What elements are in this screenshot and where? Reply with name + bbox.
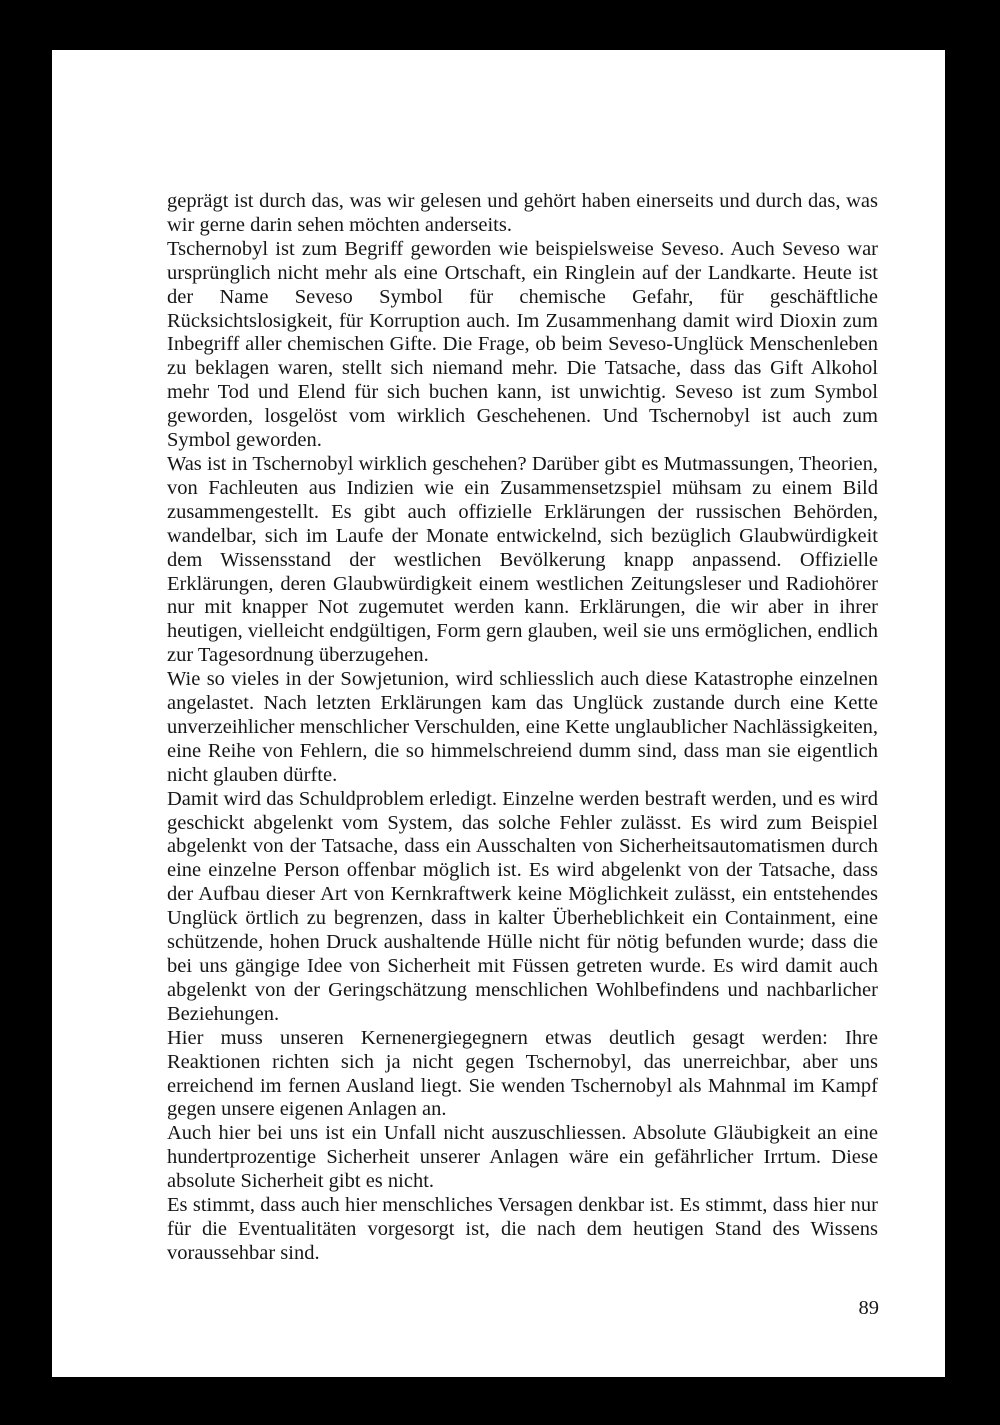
- paragraph: Wie so vieles in der Sowjetunion, wird schliesslich auch diese Katastrophe einzelnen angelastet. Nach letzten Erklärungen kam das Unglück zustande durch eine Kette unverzeihlicher menschlicher Verschulden, eine Kette unglaublicher Nachlässigkeiten, eine Reihe von Fehlern, die so himmelschreiend dumm sind, dass man sie eigentlich nicht glauben dürfte.: [167, 668, 878, 786]
- paragraph: Auch hier bei uns ist ein Unfall nicht auszuschliessen. Absolute Gläubigkeit an eine hundertprozentige Sicherheit unserer Anlagen wäre ein gefährlicher Irrtum. Diese absolute Sicherheit gibt es nicht.: [167, 1122, 878, 1193]
- book-page: [52, 50, 945, 1377]
- paragraph: Es stimmt, dass auch hier menschliches Versagen denkbar ist. Es stimmt, dass hier nur für die Eventualitäten vorgesorgt ist, die nach dem heutigen Stand des Wissens voraussehbar sind.: [167, 1194, 878, 1264]
- page-number: 89: [858, 1297, 879, 1319]
- paragraph: geprägt ist durch das, was wir gelesen und gehört haben einerseits und durch das, was wir gerne darin sehen möchten anderseits.: [167, 190, 878, 236]
- paragraph: Was ist in Tschernobyl wirklich geschehen? Darüber gibt es Mutmassungen, Theorien, von Fachleuten aus Indizien wie ein Zusammensetzspiel mühsam zu einem Bild zusammengestellt. Es gibt auch offizielle Erklärungen der russischen Behörden, wandelbar, sich im Laufe der Monate entwickelnd, sich bezüglich Glaubwürdigkeit dem Wissensstand der westlichen Bevölkerung knapp anpassend. Offizielle Erklärungen, deren Glaubwürdigkeit einem westlichen Zeitungsleser und Radiohörer nur mit knapper Not zugemutet werden kann. Erklärungen, die wir aber in ihrer heutigen, vielleicht endgültigen, Form gern glauben, weil sie uns ermöglichen, endlich zur Tagesordnung überzugehen.: [167, 452, 878, 667]
- body-text: [167, 190, 878, 1266]
- paragraph: Damit wird das Schuldproblem erledigt. Einzelne werden bestraft werden, und es wird geschickt abgelenkt vom System, das solche Fehler zulässt. Es wird zum Beispiel abgelenkt von der Tatsache, dass ein Ausschalten von Sicherheitsautomatismen durch eine einzelne Person offenbar möglich ist. Es wird abgelenkt von der Tatsache, dass der Aufbau dieser Art von Kernkraftwerk keine Möglichkeit zulässt, ein entstehendes Unglück örtlich zu begrenzen, dass in kalter Überheblichkeit ein Containment, eine schützende, hohen Druck aushaltende Hülle nicht für nötig befunden wurde; dass die bei uns gängige Idee von Sicherheit mit Füssen getreten wurde. Es wird damit auch abgelenkt von der Geringschätzung menschlichen Wohlbefindens und nachbarlicher Beziehungen.: [167, 787, 878, 1025]
- paragraph: Tschernobyl ist zum Begriff geworden wie beispielsweise Seveso. Auch Seveso war ursprünglich nicht mehr als eine Ortschaft, ein Ringlein auf der Landkarte. Heute ist der Name Seveso Symbol für chemische Gefahr, für geschäftliche Rücksichtslosigkeit, für Korruption auch. Im Zusammenhang damit wird Dioxin zum Inbegriff aller chemischen Gifte. Die Frage, ob beim Seveso-Unglück Menschenleben zu beklagen waren, stellt sich niemand mehr. Die Tatsache, dass das Gift Alkohol mehr Tod und Elend für sich buchen kann, ist unwichtig. Seveso ist zum Symbol geworden, losgelöst vom wirklich Geschehenen. Und Tschernobyl ist auch zum Symbol geworden.: [167, 237, 878, 452]
- paragraph: Hier muss unseren Kernenergiegegnern etwas deutlich gesagt werden: Ihre Reaktionen richten sich ja nicht gegen Tschernobyl, das unerreichbar, aber uns erreichend im fernen Ausland liegt. Sie wenden Tschernobyl als Mahnmal im Kampf gegen unsere eigenen Anlagen an.: [167, 1026, 878, 1121]
